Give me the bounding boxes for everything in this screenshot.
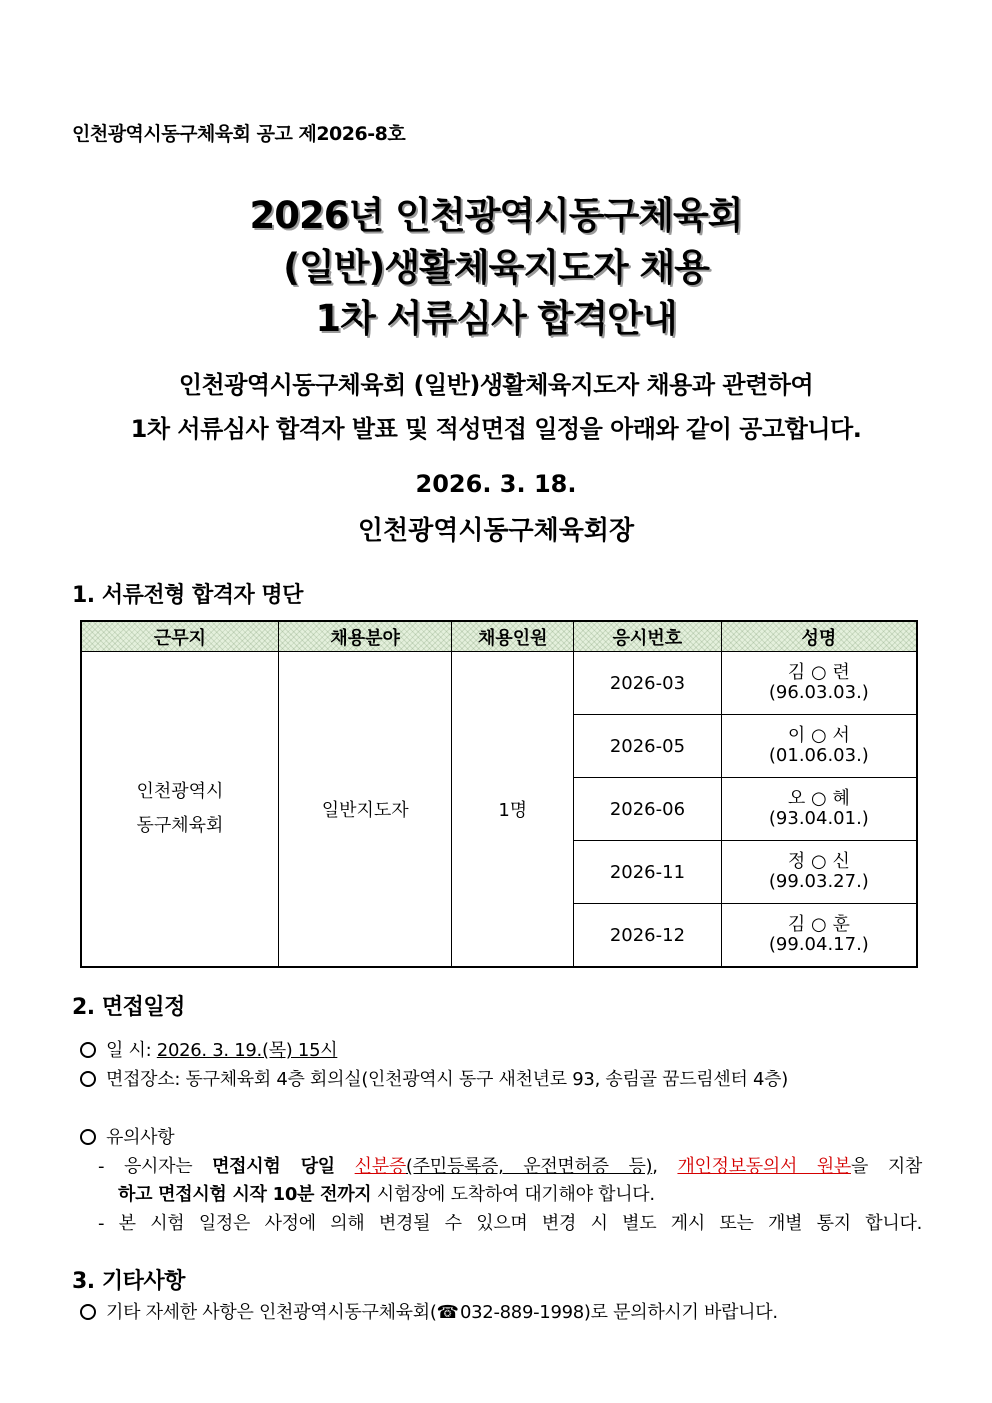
- applicant-birth: (01.06.03.): [768, 745, 869, 766]
- note-text-end: 을 지참: [851, 1156, 923, 1177]
- applicant-birth: (99.04.17.): [768, 934, 869, 955]
- exam-number-cell: 2026-11: [574, 841, 722, 904]
- roster-table: [80, 620, 918, 968]
- section1-heading: 1. 서류전형 합격자 명단: [72, 583, 303, 608]
- announcement-date: 2026. 3. 18.: [415, 470, 577, 498]
- phone-icon: ☎: [436, 1302, 459, 1323]
- interview-place: [80, 1065, 788, 1091]
- applicant-name: 김 ○ 련: [787, 662, 850, 683]
- applicant-name: 이 ○ 서: [787, 725, 850, 746]
- circle-bullet-icon: [80, 1304, 96, 1320]
- field-cell: 일반지도자: [278, 652, 452, 968]
- contact-line: [80, 1298, 778, 1324]
- intro-line-2: 1차 서류심사 합격자 발표 및 적성면접 일정을 아래와 같이 공고합니다.: [130, 415, 862, 443]
- applicant-birth: (96.03.03.): [768, 682, 869, 703]
- header-exam-number: 응시번호: [574, 621, 722, 652]
- header-workplace: 근무지: [81, 621, 278, 652]
- applicant-birth: (93.04.01.): [768, 808, 869, 829]
- applicant-name: 오 ○ 혜: [787, 788, 850, 809]
- note-consent-form: 개인정보동의서 원본: [677, 1156, 851, 1177]
- datetime-value: 2026. 3. 19.(목) 15시: [156, 1040, 338, 1061]
- applicant-name: 김 ○ 훈: [787, 914, 850, 935]
- title-line-3: 1차 서류심사 합격안내: [315, 297, 677, 340]
- workplace-line-1: 인천광역시: [136, 781, 224, 802]
- note-id-card: 신분증: [354, 1156, 406, 1177]
- section2-heading: 2. 면접일정: [72, 995, 185, 1020]
- note-space: [335, 1156, 355, 1177]
- circle-bullet-icon: [80, 1042, 96, 1058]
- exam-number-cell: 2026-05: [574, 715, 722, 778]
- note-id-examples: (주민등록증, 운전면허증 등): [405, 1156, 653, 1177]
- exam-number-cell: 2026-12: [574, 904, 722, 968]
- note-arrival-time: 하고 면접시험 시작 10분 전까지: [118, 1184, 372, 1205]
- place-text: 면접장소: 동구체육회 4층 회의실(인천광역시 동구 새천년로 93, 송림골 꿈드림센터 4층): [106, 1069, 788, 1090]
- header-field: 채용분야: [278, 621, 452, 652]
- header-headcount: 채용인원: [452, 621, 574, 652]
- note-arrival-rest: 시험장에 도착하여 대기해야 합니다.: [371, 1184, 655, 1205]
- note-1-line-1: [98, 1152, 922, 1178]
- applicant-name: 정 ○ 신: [787, 851, 850, 872]
- circle-bullet-icon: [80, 1071, 96, 1087]
- intro-line-1: 인천광역시동구체육회 (일반)생활체육지도자 채용과 관련하여: [178, 371, 814, 399]
- table-header-row: [81, 621, 917, 652]
- name-cell: [721, 652, 917, 715]
- exam-number-cell: 2026-03: [574, 652, 722, 715]
- name-cell: [721, 841, 917, 904]
- title-line-1: 2026년 인천광역시동구체육회: [249, 194, 743, 237]
- note-text: - 응시자는: [98, 1156, 213, 1177]
- name-cell: [721, 778, 917, 841]
- section3-heading: 3. 기타사항: [72, 1269, 185, 1294]
- circle-bullet-icon: [80, 1129, 96, 1145]
- header-name: 성명: [721, 621, 917, 652]
- contact-number: 032-889-1998)로 문의하시기 바랍니다.: [454, 1302, 778, 1323]
- note-comma: ,: [652, 1156, 678, 1177]
- applicant-birth: (99.03.27.): [768, 871, 869, 892]
- title-line-2: (일반)생활체육지도자 채용: [283, 246, 709, 289]
- interview-datetime: [80, 1036, 337, 1062]
- note-1-line-2: [118, 1180, 922, 1206]
- note-2: - 본 시험 일정은 사정에 의해 변경될 수 있으며 변경 시 별도 게시 또는 개별 통지 합니다.: [98, 1213, 922, 1234]
- notice-number: 인천광역시동구체육회 공고 제2026-8호: [72, 123, 406, 145]
- workplace-line-2: 동구체육회: [136, 815, 224, 836]
- datetime-label: 일 시:: [106, 1040, 157, 1061]
- contact-text: 기타 자세한 사항은 인천광역시동구체육회(: [106, 1302, 437, 1323]
- headcount-cell: 1명: [452, 652, 574, 968]
- name-cell: [721, 715, 917, 778]
- name-cell: [721, 904, 917, 968]
- exam-number-cell: 2026-06: [574, 778, 722, 841]
- note-emphasis: 면접시험 당일: [212, 1156, 335, 1177]
- table-row: [81, 652, 917, 715]
- notes-label: 유의사항: [106, 1127, 175, 1148]
- notes-heading: [80, 1123, 174, 1149]
- organization-name: 인천광역시동구체육회장: [357, 516, 635, 546]
- workplace-cell: [81, 652, 278, 968]
